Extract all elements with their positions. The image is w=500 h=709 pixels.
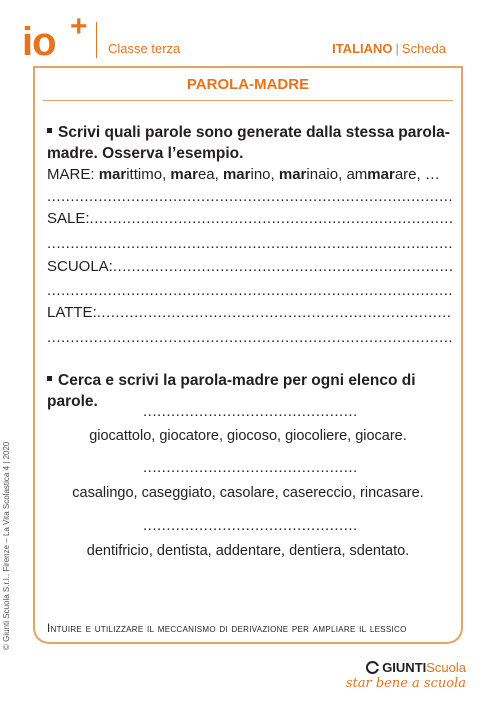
class-label: Classe terza [108, 41, 181, 56]
instruction-1-text: Scrivi quali parole sono generate dalla stessa parola-madre. Osserva l’esempio. [47, 124, 450, 162]
example-word: marea [170, 166, 215, 183]
row-label: LATTE: [47, 304, 97, 321]
answer-line[interactable] [47, 235, 452, 253]
answer-line[interactable] [47, 282, 452, 300]
row-label: SCUOLA: [47, 258, 113, 275]
publisher-tagline: star bene a scuola [345, 676, 466, 691]
subject-name: ITALIANO [332, 41, 393, 56]
parent-word-answer-line[interactable] [143, 404, 357, 420]
example-word: ammarare [346, 166, 417, 183]
word-list: dentifricio, dentista, addentare, dentiera, sdentato. [86, 543, 410, 559]
row-label: SALE: [47, 210, 90, 227]
subject-label [332, 41, 446, 56]
bullet-icon [47, 128, 52, 133]
word-row-latte[interactable] [47, 304, 452, 322]
answer-line[interactable] [47, 188, 452, 206]
example-ellipsis: … [424, 166, 440, 183]
word-row-scuola[interactable] [47, 258, 452, 276]
instruction-2-text: Cerca e scrivi la parola-madre per ogni elenco di parole. [47, 372, 416, 410]
publisher-logo [346, 660, 466, 691]
parent-word-answer-line[interactable] [143, 460, 357, 476]
copyright-notice: © Giunti Scuola S.r.l., Firenze – La Vita Scolastica 4 | 2020 [2, 441, 11, 650]
title-divider [43, 100, 453, 101]
example-word: marino [222, 166, 271, 183]
example-word: marittimo [98, 166, 163, 183]
example-row: MARE: marittimo, marea, marino, marinaio, ammarare, … [47, 166, 440, 183]
subject-separator: | [395, 41, 399, 56]
publisher-name-part1: GIUNTI [382, 660, 427, 675]
answer-line[interactable] [47, 329, 452, 347]
giunti-g-icon [366, 661, 379, 674]
word-row-sale[interactable] [47, 210, 452, 228]
publisher-name [346, 660, 466, 675]
publisher-name-part2: Scuola [426, 660, 466, 675]
bullet-icon [47, 376, 52, 381]
instruction-1 [47, 122, 452, 164]
worksheet-title: PAROLA-MADRE [186, 76, 310, 93]
answer-line[interactable] [90, 210, 452, 227]
logo-plus-icon: + [70, 10, 88, 43]
logo-text: io [22, 20, 56, 64]
example-label: MARE: [47, 166, 95, 183]
answer-line[interactable] [97, 304, 452, 321]
section-name: Scheda [401, 41, 446, 56]
worksheet-card [33, 66, 463, 644]
parent-word-answer-line[interactable] [143, 518, 357, 534]
example-word: marinaio [278, 166, 339, 183]
answer-line[interactable] [113, 258, 452, 275]
header-divider [96, 22, 97, 58]
word-list: giocattolo, giocatore, giocoso, giocoliere, giocare. [89, 428, 407, 444]
learning-objective: Intuire e utilizzare il meccanismo di derivazione per ampliare il lessico [47, 623, 407, 635]
word-list: casalingo, caseggiato, casolare, casereccio, rincasare. [72, 485, 424, 501]
